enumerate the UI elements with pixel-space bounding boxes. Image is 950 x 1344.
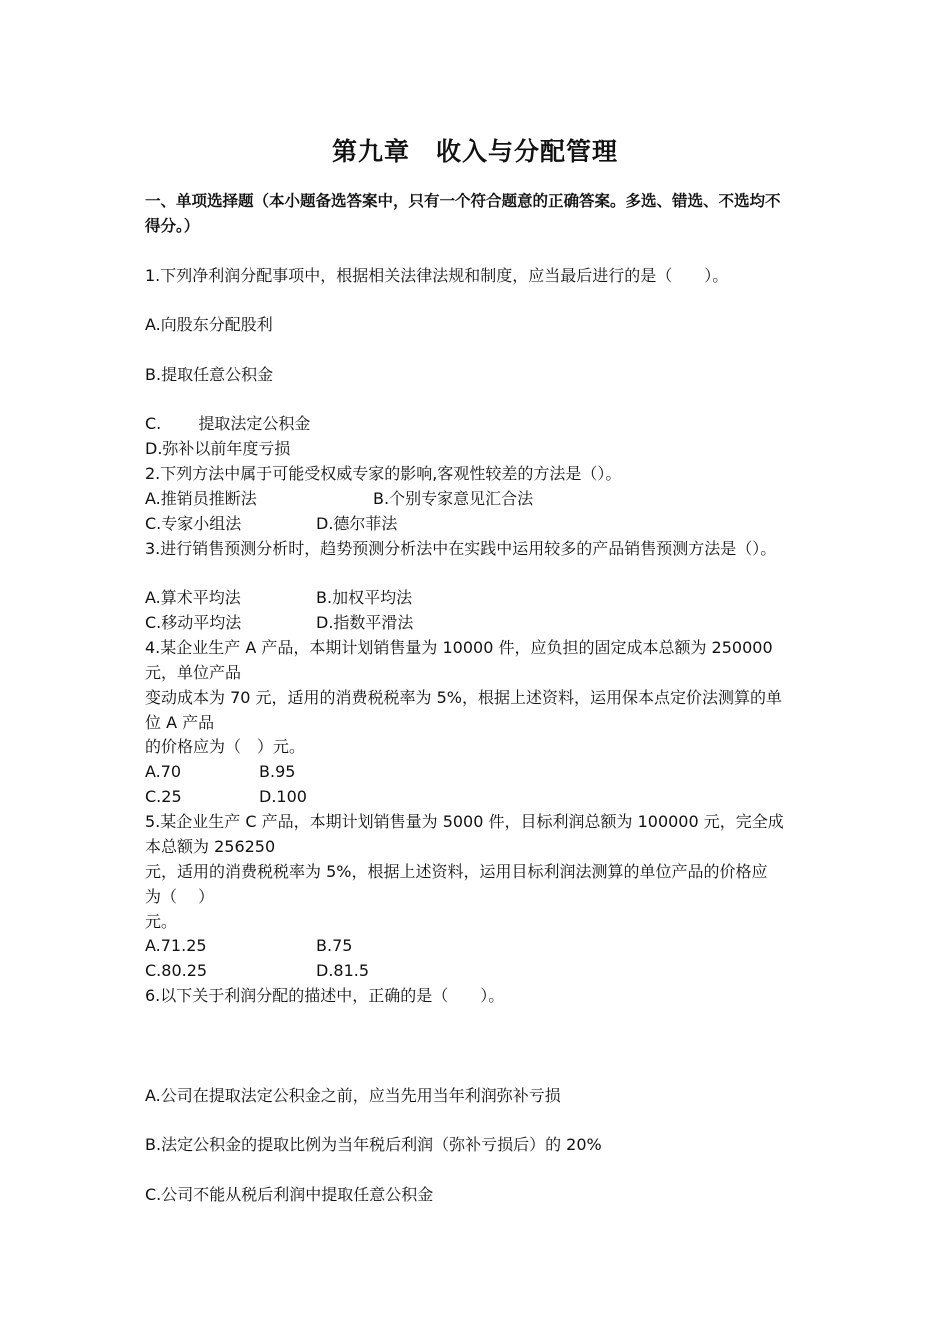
question-2-option-d: D.德尔菲法 — [316, 514, 398, 533]
question-1-option-d: D.弥补以前年度亏损 — [145, 439, 291, 458]
question-5-stem-line-3: 元，适用的消费税税率为 5%，根据上述资料，运用目标利润法测算的单位产品的价格应 — [145, 862, 768, 881]
question-1-option-b: B.提取任意公积金 — [145, 365, 274, 384]
question-5-option-b: B.75 — [316, 936, 353, 955]
question-4-stem-line-1: 4.某企业生产 A 产品，本期计划销售量为 10000 件，应负担的固定成本总额为 250000 — [145, 638, 773, 657]
question-4-stem-line-5: 的价格应为（ ）元。 — [145, 737, 306, 756]
section-heading-line-2: 得分。） — [145, 217, 200, 235]
question-4-option-c: C.25 — [145, 787, 182, 806]
question-2-option-a: A.推销员推断法 — [145, 489, 257, 508]
question-4-option-a: A.70 — [145, 762, 182, 781]
question-5-option-c: C.80.25 — [145, 961, 208, 980]
page-title: 第九章 收入与分配管理 — [331, 137, 618, 166]
question-1-stem: 1.下列净利润分配事项中，根据相关法律法规和制度，应当最后进行的是（ ）。 — [145, 266, 729, 285]
question-1-option-c: C. 提取法定公积金 — [145, 414, 311, 433]
question-6-option-c: C.公司不能从税后利润中提取任意公积金 — [145, 1185, 434, 1204]
question-6-option-b: B.法定公积金的提取比例为当年税后利润（弥补亏损后）的 20% — [145, 1135, 602, 1154]
question-5-stem-line-1: 5.某企业生产 C 产品，本期计划销售量为 5000 件，目标利润总额为 100000 元，完全成 — [145, 812, 784, 831]
question-6-stem: 6.以下关于利润分配的描述中，正确的是（ ）。 — [145, 986, 505, 1005]
question-4-stem-line-4: 位 A 产品 — [145, 713, 215, 732]
question-5-option-d: D.81.5 — [316, 961, 370, 980]
question-6-option-a: A.公司在提取法定公积金之前，应当先用当年利润弥补亏损 — [145, 1086, 561, 1105]
question-4-option-b: B.95 — [259, 762, 296, 781]
question-3-option-d: D.指数平滑法 — [316, 613, 414, 632]
question-3-option-a: A.算术平均法 — [145, 588, 241, 607]
question-3-option-c: C.移动平均法 — [145, 613, 242, 632]
question-2-option-b: B.个别专家意见汇合法 — [373, 489, 534, 508]
question-4-option-d: D.100 — [259, 787, 307, 806]
question-5-stem-line-5: 元。 — [145, 912, 178, 931]
question-5-option-a: A.71.25 — [145, 936, 207, 955]
question-4-stem-line-2: 元，单位产品 — [145, 663, 242, 682]
question-5-stem-line-4: 为（ ） — [145, 887, 215, 906]
question-5-stem-line-2: 本总额为 256250 — [145, 837, 276, 856]
question-3-option-b: B.加权平均法 — [316, 588, 413, 607]
question-4-stem-line-3: 变动成本为 70 元，适用的消费税税率为 5%，根据上述资料，运用保本点定价法测算的单 — [145, 688, 783, 707]
section-heading-line-1: 一、单项选择题（本小题备选答案中，只有一个符合题意的正确答案。多选、错选、不选均不 — [145, 192, 781, 210]
question-2-stem: 2.下列方法中属于可能受权威专家的影响,客观性较差的方法是（）。 — [145, 464, 622, 483]
question-3-stem: 3.进行销售预测分析时，趋势预测分析法中在实践中运用较多的产品销售预测方法是（）。 — [145, 539, 777, 558]
question-1-option-a: A.向股东分配股利 — [145, 315, 273, 334]
question-2-option-c: C.专家小组法 — [145, 514, 242, 533]
